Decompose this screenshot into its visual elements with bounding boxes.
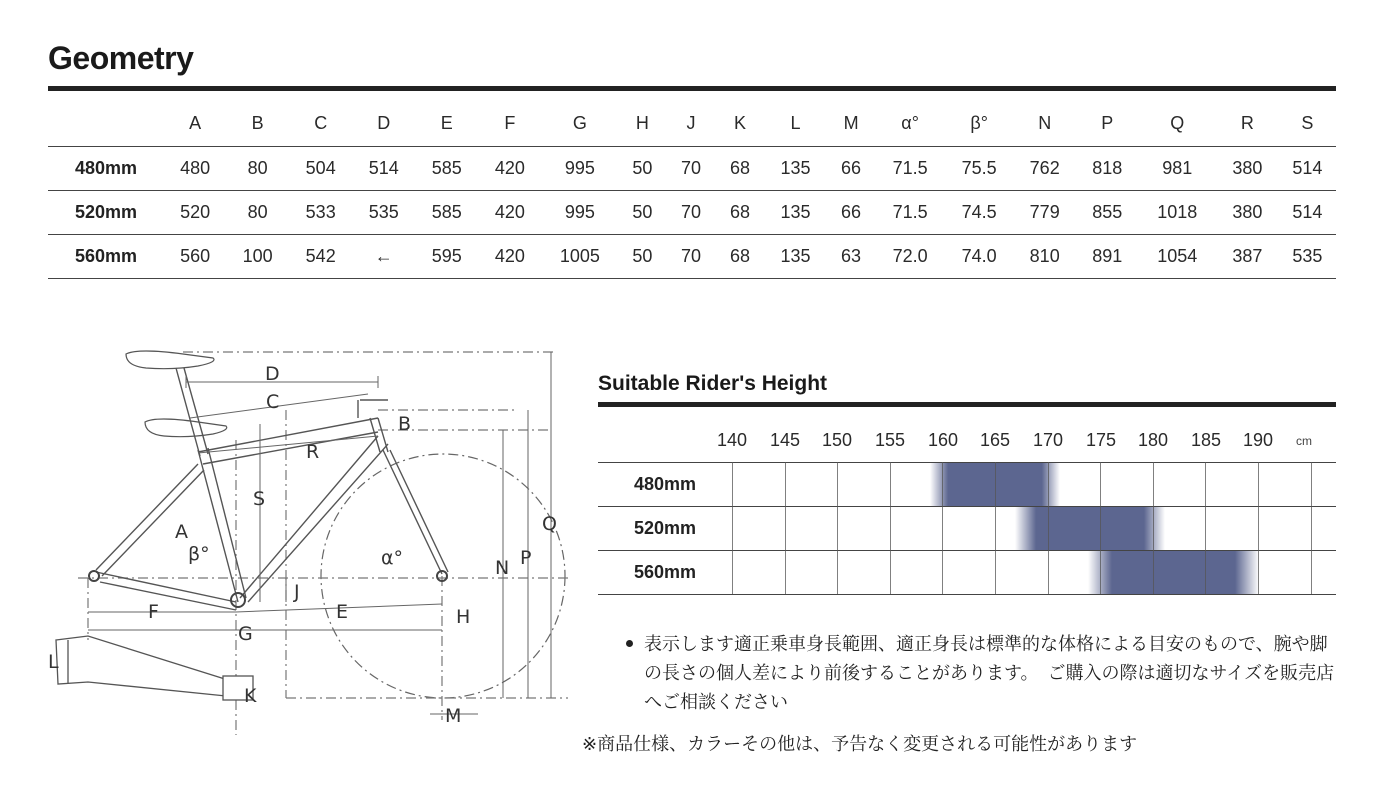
geometry-cell: 74.0 [961,245,997,266]
rh-tick-label: 175 [1085,430,1117,450]
spec-footnote: ※商品仕様、カラーその他は、予告なく変更される可能性があります [582,734,1138,754]
geometry-col-header: G [572,113,587,134]
rh-grid-hline [598,594,1336,595]
geometry-title-rule [48,86,1336,91]
geometry-row [48,146,1336,190]
geometry-cell: 533 [305,201,336,222]
geometry-cell: 135 [780,157,811,178]
geometry-col-header: Q [1170,113,1185,134]
rh-grid-vline [732,462,733,594]
dim-label-r: R [306,441,320,463]
rh-grid-vline [1048,462,1049,594]
geometry-col-header: N [1038,113,1052,134]
rh-unit-label: cm [1296,434,1312,448]
geometry-cell: 1018 [1157,201,1198,222]
geometry-cell: 480 [180,157,211,178]
geometry-col-header: M [843,113,859,134]
dim-label-k: K [244,685,257,707]
geometry-cell: 66 [841,157,862,178]
geometry-cell: 855 [1092,201,1123,222]
geometry-cell: 70 [680,245,701,266]
rear-axle [89,571,99,581]
geometry-row-size: 520mm [75,201,138,222]
geometry-col-header: K [733,113,746,134]
geometry-cell: 535 [1292,245,1323,266]
geometry-row [48,234,1336,278]
dimension-lines [88,352,551,714]
rider-height-title: Suitable Rider's Height [598,372,828,395]
geometry-row-size: 480mm [75,157,138,178]
geometry-cell: 68 [729,157,750,178]
geometry-col-header: R [1240,113,1254,134]
geometry-table [48,102,1336,279]
geometry-col-header: F [504,113,516,134]
dim-label-beta: β° [188,543,210,565]
geometry-cell: 420 [494,157,525,178]
geometry-col-header: P [1101,113,1114,134]
geometry-cell: 68 [729,245,750,266]
dim-label-l: L [48,651,59,673]
geometry-cell: 420 [494,245,525,266]
rh-tick-label: 180 [1137,430,1169,450]
geometry-cell: 1005 [559,245,600,266]
diagram-labels [48,363,557,727]
dim-label-d: D [265,363,280,385]
rh-tick-label: 190 [1242,430,1274,450]
geometry-col-header: β° [970,113,988,134]
dim-label-f: F [148,601,159,623]
geometry-cell: 995 [564,201,595,222]
rh-grid-vline [1153,462,1154,594]
geometry-cell: 75.5 [961,157,997,178]
rh-row-size: 560mm [633,562,697,582]
rh-grid-vline [890,462,891,594]
dim-label-b: B [398,413,412,435]
rh-grid-vline [1205,462,1206,594]
geometry-cell: 585 [431,157,462,178]
geometry-cell: 1054 [1157,245,1198,266]
rh-grid-vline [785,462,786,594]
geometry-cell: 71.5 [892,157,928,178]
geometry-cell: 514 [1292,157,1323,178]
geometry-cell: 63 [841,245,862,266]
geometry-cell: 595 [431,245,462,266]
geometry-cell: 72.0 [892,245,928,266]
geometry-cell: 514 [368,157,399,178]
geometry-row-size: 560mm [75,245,138,266]
rider-height-title-rule [598,402,1336,407]
dim-label-p: P [520,547,532,569]
geometry-col-header: L [790,113,801,134]
geometry-col-header: C [314,113,328,134]
geometry-cell: 995 [564,157,595,178]
stem-detail [56,636,253,700]
rh-grid-vline [942,462,943,594]
geometry-cell: 535 [368,201,399,222]
geometry-col-header: α° [901,113,919,134]
rh-tick-label: 170 [1032,430,1064,450]
geometry-title: Geometry [48,40,194,76]
geometry-cell: 542 [305,245,336,266]
geometry-cell: 100 [242,245,273,266]
geometry-cell: 560 [180,245,211,266]
geometry-cell: 74.5 [961,201,997,222]
dim-label-a: A [175,521,188,543]
rh-grid-vline [995,462,996,594]
bike-geometry-diagram [48,340,578,735]
geometry-cell: 71.5 [892,201,928,222]
geometry-cell: 504 [305,157,336,178]
geometry-cell: 70 [680,201,701,222]
geometry-cell: 387 [1232,245,1263,266]
rh-range-band [1015,507,1165,550]
geometry-cell: 135 [780,245,811,266]
rh-row-size: 480mm [633,474,697,494]
geometry-row [48,190,1336,234]
geometry-col-header: A [189,113,202,134]
geometry-cell: 779 [1029,201,1060,222]
geometry-cell: 810 [1029,245,1060,266]
rh-tick-label: 160 [927,430,959,450]
note-bullet [626,640,633,647]
geometry-cell: 80 [247,201,268,222]
rh-grid-vline [1258,462,1259,594]
sizing-note: 表示します適正乗車身長範囲、適正身長は標準的な体格による目安のもので、腕や脚の長さの個人差により前後することがあります。 ご購入の際は適切なサイズを販売店へご相談ください [644,634,1335,712]
geometry-cell: ← [374,245,393,266]
dim-label-m: M [445,705,462,727]
dim-label-c: C [266,391,280,413]
reference-lines [78,352,568,735]
geometry-cell: 762 [1029,157,1060,178]
geometry-cell: 420 [494,201,525,222]
dim-label-h: H [456,606,471,628]
geometry-cell: 68 [729,201,750,222]
rh-tick-label: 150 [821,430,853,450]
geometry-cell: 891 [1092,245,1123,266]
rh-tick-label: 165 [979,430,1011,450]
rh-grid-vline [837,462,838,594]
dim-label-s: S [253,488,266,510]
rider-height-chart [598,420,1336,595]
rh-tick-label: 155 [874,430,906,450]
geometry-cell: 50 [632,201,653,222]
geometry-col-header: H [635,113,649,134]
dim-label-q: Q [542,513,557,535]
geometry-cell: 380 [1232,157,1263,178]
geometry-cell: 981 [1162,157,1193,178]
geometry-header-row [48,102,1336,146]
rh-tick-label: 145 [769,430,801,450]
geometry-cell: 135 [780,201,811,222]
rh-row-size: 520mm [633,518,697,538]
geometry-cell: 80 [247,157,268,178]
geometry-header-empty [48,102,164,146]
rh-range-band [1088,551,1259,594]
rh-tick-label: 185 [1190,430,1222,450]
dim-label-e: E [336,601,349,623]
geometry-col-header: D [377,113,391,134]
rh-grid-vline [1311,462,1312,594]
geometry-cell: 514 [1292,201,1323,222]
geometry-cell: 50 [632,157,653,178]
geometry-cell: 66 [841,201,862,222]
dim-label-j: J [294,581,300,603]
geometry-col-header: S [1301,113,1314,134]
rh-tick-label: 140 [716,430,748,450]
geometry-cell: 50 [632,245,653,266]
dim-label-g: G [238,623,253,645]
geometry-col-header: E [440,113,453,134]
geometry-col-header: J [686,113,696,134]
saddle-outline [126,351,227,437]
dim-label-n: N [495,557,510,579]
geometry-cell: 520 [180,201,211,222]
geometry-cell: 818 [1092,157,1123,178]
geometry-cell: 380 [1232,201,1263,222]
rh-grid-vline [1100,462,1101,594]
geometry-col-header: B [251,113,264,134]
geometry-cell: 70 [680,157,701,178]
geometry-cell: 585 [431,201,462,222]
dim-label-alpha: α° [381,547,404,569]
